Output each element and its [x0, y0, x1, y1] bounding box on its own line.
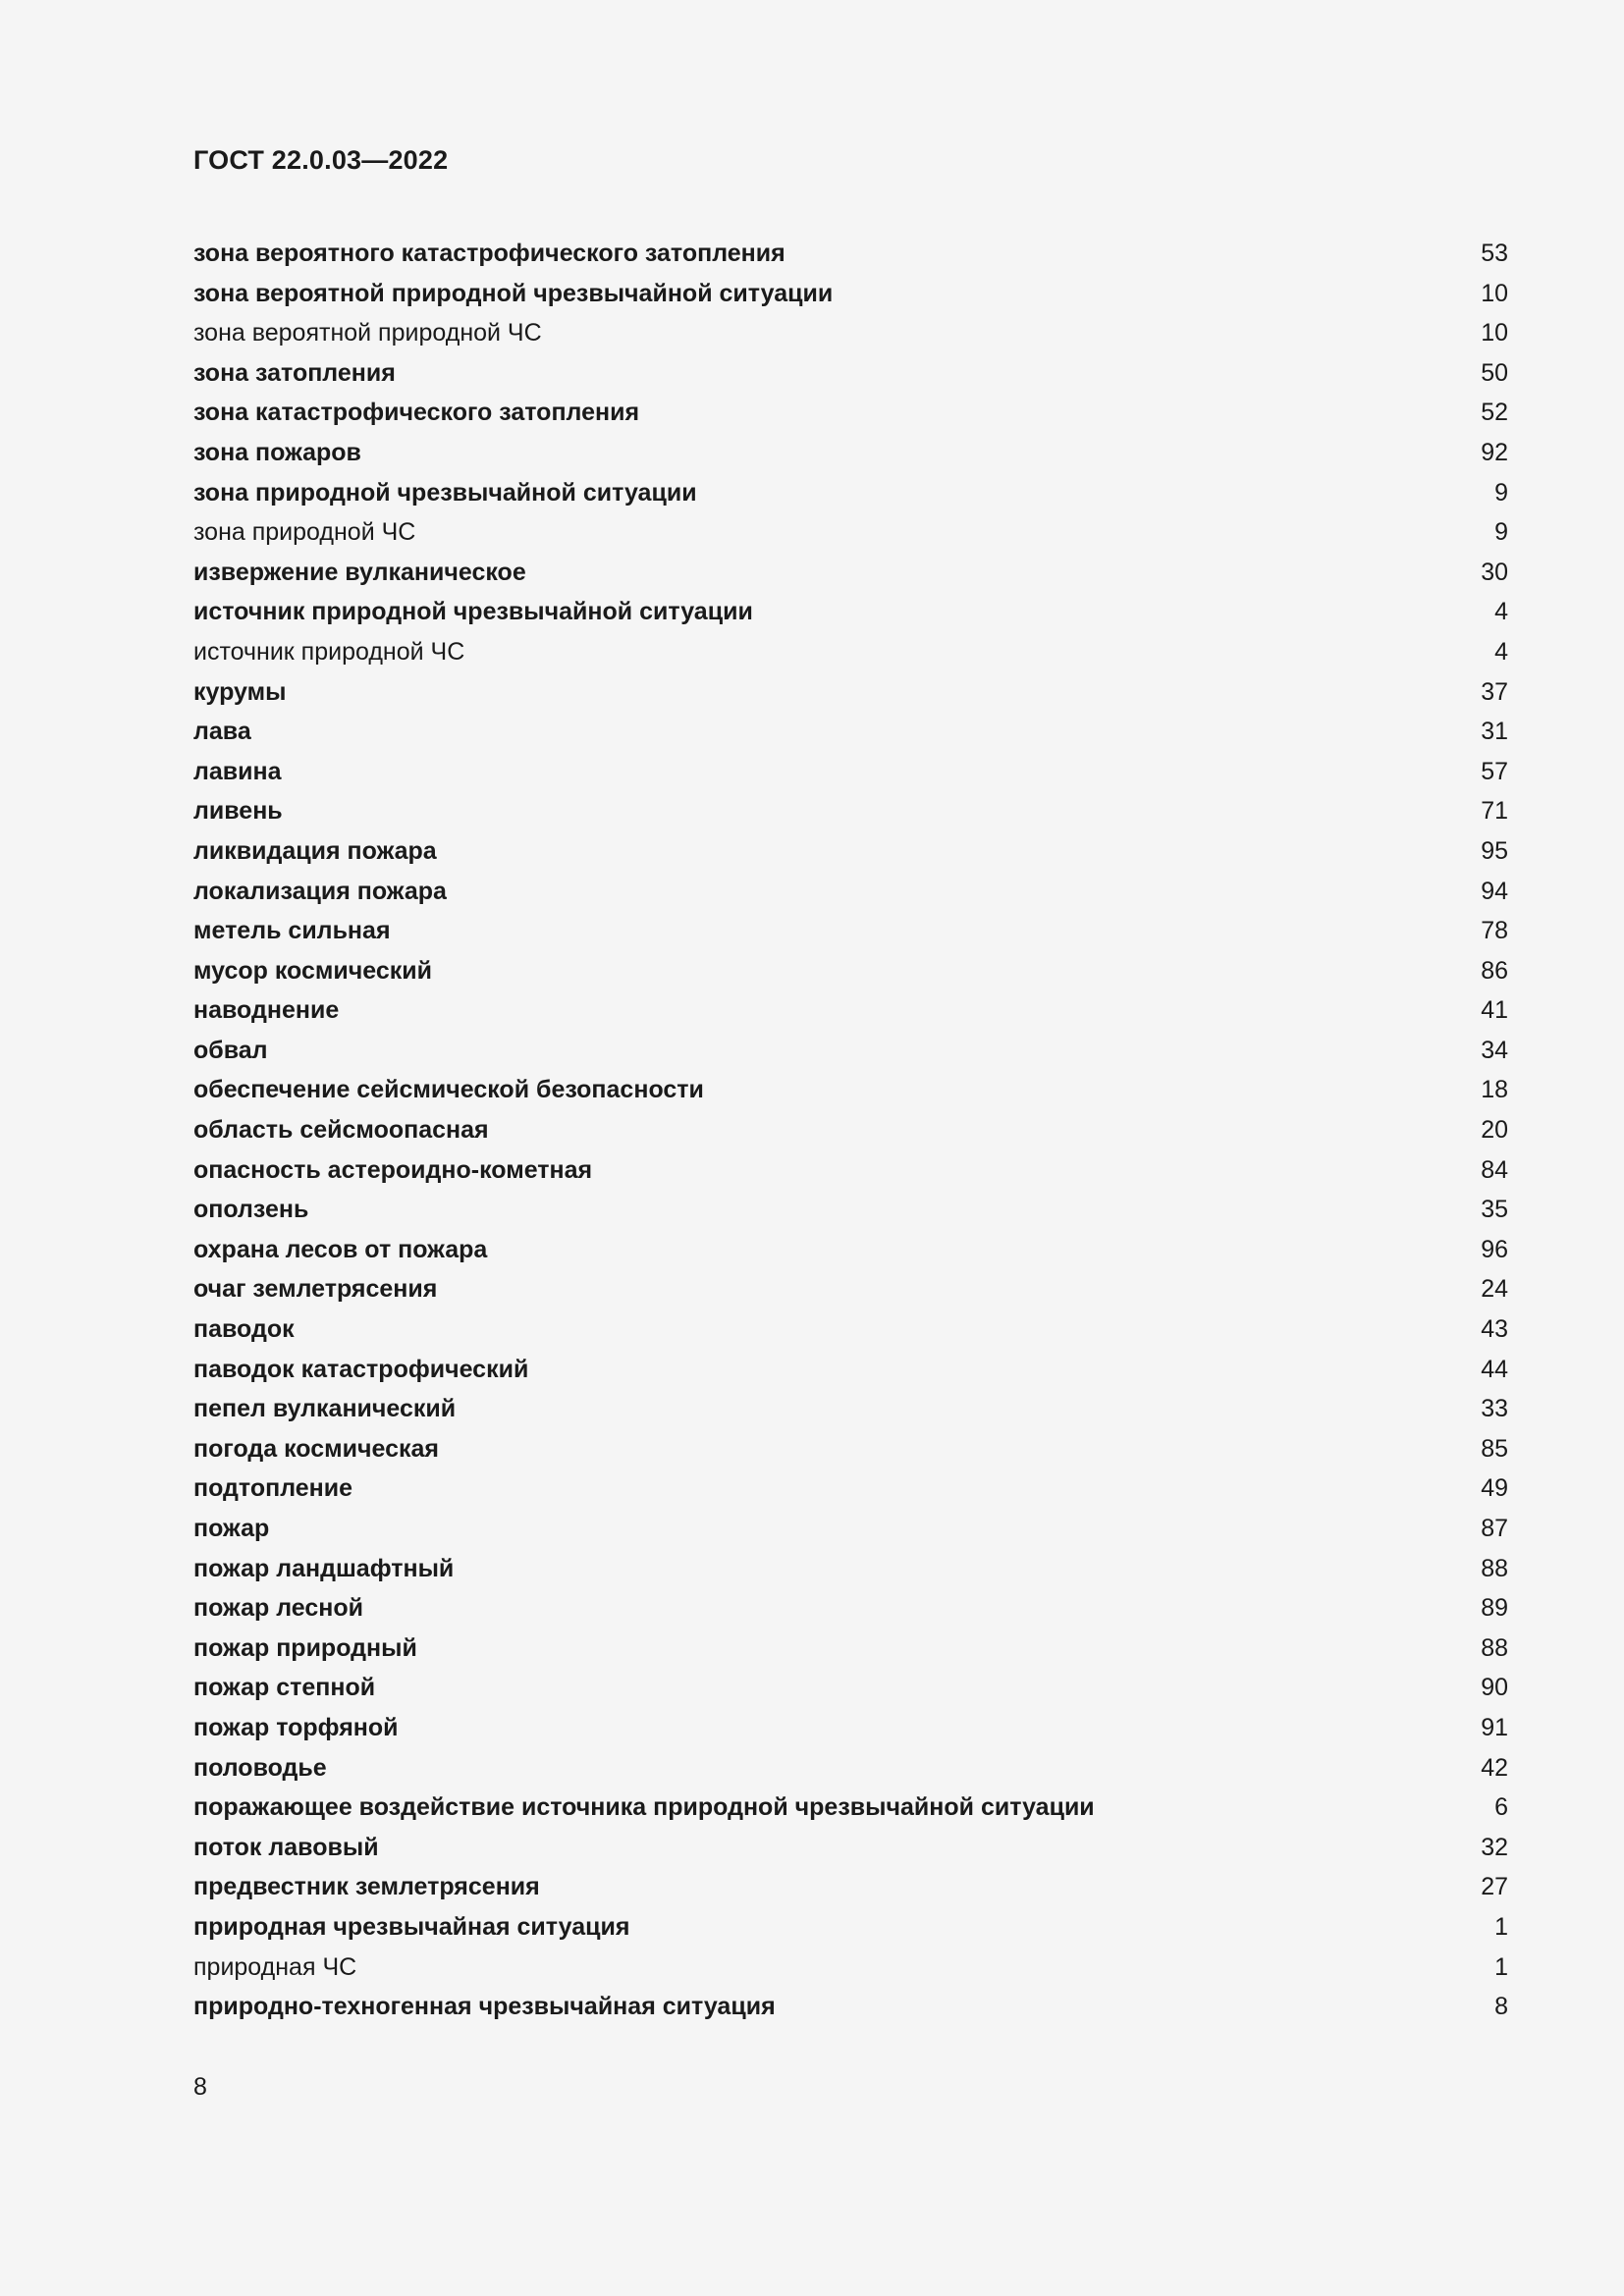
- index-entry: [193, 473, 1508, 513]
- index-page-ref: 31: [1481, 718, 1508, 746]
- index-entry: [193, 313, 1508, 353]
- index-page-ref: 78: [1481, 917, 1508, 945]
- index-entry: [193, 1549, 1508, 1589]
- index-page-ref: 10: [1481, 319, 1508, 347]
- index-term: метель сильная: [193, 917, 391, 945]
- index-page-ref: 85: [1481, 1434, 1508, 1463]
- index-term: зона вероятной природной ЧС: [193, 319, 542, 347]
- index-entry: [193, 1748, 1508, 1789]
- index-page-ref: 42: [1481, 1753, 1508, 1782]
- index-page-ref: 87: [1481, 1515, 1508, 1542]
- index-term: локализация пожара: [193, 877, 447, 905]
- index-term: природно-техногенная чрезвычайная ситуация: [193, 1993, 776, 2021]
- index-entry: [193, 1588, 1508, 1629]
- index-page-ref: 43: [1481, 1315, 1508, 1344]
- index-entry: [193, 1987, 1508, 2027]
- index-page-ref: 71: [1481, 797, 1508, 826]
- index-entry: [193, 990, 1508, 1031]
- index-entry: [193, 1269, 1508, 1309]
- index-entry: [193, 1031, 1508, 1071]
- index-entry: [193, 1070, 1508, 1110]
- index-page-ref: 52: [1481, 399, 1508, 427]
- index-term: пожар ландшафтный: [193, 1554, 455, 1582]
- index-entry: [193, 1708, 1508, 1748]
- index-term: курумы: [193, 677, 287, 706]
- index-page-ref: 27: [1481, 1873, 1508, 1901]
- index-term: пожар: [193, 1515, 270, 1542]
- index-term: природная чрезвычайная ситуация: [193, 1912, 630, 1941]
- index-entry: [193, 712, 1508, 752]
- index-entry: [193, 433, 1508, 473]
- index-term: зона природной чрезвычайной ситуации: [193, 478, 697, 507]
- index-page-ref: 33: [1481, 1395, 1508, 1423]
- index-entry: [193, 1828, 1508, 1868]
- index-page-ref: 44: [1481, 1355, 1508, 1383]
- index-term: подтопление: [193, 1474, 353, 1503]
- index-page-ref: 34: [1481, 1036, 1508, 1064]
- index-term: лава: [193, 718, 251, 746]
- index-entry: [193, 632, 1508, 672]
- index-page-ref: 9: [1494, 518, 1508, 547]
- index-term: охрана лесов от пожара: [193, 1235, 488, 1263]
- index-term: ливень: [193, 797, 283, 826]
- index-entry: [193, 353, 1508, 394]
- index-term: ликвидация пожара: [193, 836, 437, 865]
- index-entry: [193, 1948, 1508, 1988]
- index-term: поражающее воздействие источника природной чрезвычайной ситуации: [193, 1793, 1095, 1822]
- index-term: погода космическая: [193, 1434, 439, 1463]
- index-page-ref: 10: [1481, 279, 1508, 307]
- index-term: предвестник землетрясения: [193, 1873, 540, 1901]
- index-term: пожар торфяной: [193, 1713, 399, 1741]
- index-term: зона природной ЧС: [193, 518, 416, 547]
- index-term: опасность астероидно-кометная: [193, 1155, 593, 1184]
- index-term: половодье: [193, 1753, 327, 1782]
- index-page-ref: 88: [1481, 1554, 1508, 1582]
- index-page-ref: 50: [1481, 358, 1508, 387]
- index-entry: [193, 752, 1508, 792]
- index-page-ref: 24: [1481, 1275, 1508, 1304]
- index-page-ref: 35: [1481, 1196, 1508, 1224]
- index-term: зона вероятного катастрофического затопления: [193, 240, 785, 267]
- index-entry: [193, 911, 1508, 951]
- index-entry: [193, 951, 1508, 991]
- index-entry: [193, 1629, 1508, 1669]
- index-entry: [193, 1907, 1508, 1948]
- index-page-ref: 92: [1481, 438, 1508, 466]
- index-term: паводок катастрофический: [193, 1355, 529, 1383]
- index-page-ref: 8: [1494, 1993, 1508, 2021]
- index-entry: [193, 1350, 1508, 1390]
- index-term: извержение вулканическое: [193, 558, 526, 586]
- index-term: наводнение: [193, 996, 340, 1025]
- index-entry: [193, 1309, 1508, 1350]
- index-entry: [193, 872, 1508, 912]
- index-page-ref: 1: [1494, 1912, 1508, 1941]
- index-entry: [193, 1190, 1508, 1230]
- index-term: мусор космический: [193, 956, 432, 985]
- index-term: зона пожаров: [193, 438, 361, 466]
- index-page-ref: 6: [1494, 1793, 1508, 1822]
- index-page-ref: 49: [1481, 1474, 1508, 1503]
- index-entry: [193, 512, 1508, 553]
- index-entry: [193, 1150, 1508, 1191]
- index-page-ref: 41: [1481, 996, 1508, 1025]
- index-term: лавина: [193, 757, 282, 785]
- index-page-ref: 91: [1481, 1713, 1508, 1741]
- index-page-ref: 53: [1481, 240, 1508, 267]
- index-entry: [193, 1788, 1508, 1828]
- index-term: оползень: [193, 1196, 309, 1224]
- index-page-ref: 96: [1481, 1235, 1508, 1263]
- index-term: поток лавовый: [193, 1833, 379, 1861]
- index-page-ref: 20: [1481, 1116, 1508, 1145]
- index-entry: [193, 831, 1508, 872]
- index-entry: [193, 1509, 1508, 1549]
- index-term: пожар лесной: [193, 1594, 363, 1623]
- index-term: паводок: [193, 1315, 295, 1344]
- index-entry: [193, 1668, 1508, 1708]
- index-term: зона затопления: [193, 358, 396, 387]
- alphabetical-index: [193, 234, 1508, 2027]
- index-term: пожар степной: [193, 1674, 376, 1702]
- index-entry: [193, 553, 1508, 593]
- index-entry: [193, 1867, 1508, 1907]
- index-entry: [193, 393, 1508, 433]
- index-entry: [193, 1230, 1508, 1270]
- document-header: ГОСТ 22.0.03—2022: [193, 145, 449, 175]
- index-page-ref: 4: [1494, 637, 1508, 666]
- index-page-ref: 9: [1494, 478, 1508, 507]
- index-term: пожар природный: [193, 1633, 417, 1662]
- index-term: пепел вулканический: [193, 1395, 457, 1423]
- index-page-ref: 57: [1481, 757, 1508, 785]
- index-page-ref: 32: [1481, 1833, 1508, 1861]
- index-term: очаг землетрясения: [193, 1275, 438, 1304]
- index-entry: [193, 1468, 1508, 1509]
- index-page-ref: 95: [1481, 836, 1508, 865]
- index-page-ref: 89: [1481, 1594, 1508, 1623]
- index-entry: [193, 791, 1508, 831]
- index-entry: [193, 672, 1508, 713]
- index-page-ref: 37: [1481, 677, 1508, 706]
- index-term: зона вероятной природной чрезвычайной ситуации: [193, 279, 834, 307]
- index-page-ref: 84: [1481, 1155, 1508, 1184]
- index-page-ref: 1: [1494, 1952, 1508, 1981]
- index-term: обеспечение сейсмической безопасности: [193, 1076, 704, 1104]
- index-entry: [193, 1429, 1508, 1469]
- index-term: природная ЧС: [193, 1952, 357, 1981]
- index-page-ref: 88: [1481, 1633, 1508, 1662]
- index-entry: [193, 592, 1508, 632]
- page-number: 8: [193, 2073, 207, 2101]
- index-entry: [193, 1110, 1508, 1150]
- index-page-ref: 4: [1494, 598, 1508, 626]
- index-entry: [193, 1389, 1508, 1429]
- index-term: источник природной чрезвычайной ситуации: [193, 598, 753, 626]
- index-page-ref: 86: [1481, 956, 1508, 985]
- index-page-ref: 30: [1481, 558, 1508, 586]
- index-term: область сейсмоопасная: [193, 1116, 489, 1145]
- index-entry: [193, 234, 1508, 274]
- index-term: зона катастрофического затопления: [193, 399, 640, 427]
- index-entry: [193, 274, 1508, 314]
- index-page-ref: 94: [1481, 877, 1508, 905]
- index-page-ref: 90: [1481, 1674, 1508, 1702]
- index-term: источник природной ЧС: [193, 637, 465, 666]
- index-term: обвал: [193, 1036, 268, 1064]
- index-page-ref: 18: [1481, 1076, 1508, 1104]
